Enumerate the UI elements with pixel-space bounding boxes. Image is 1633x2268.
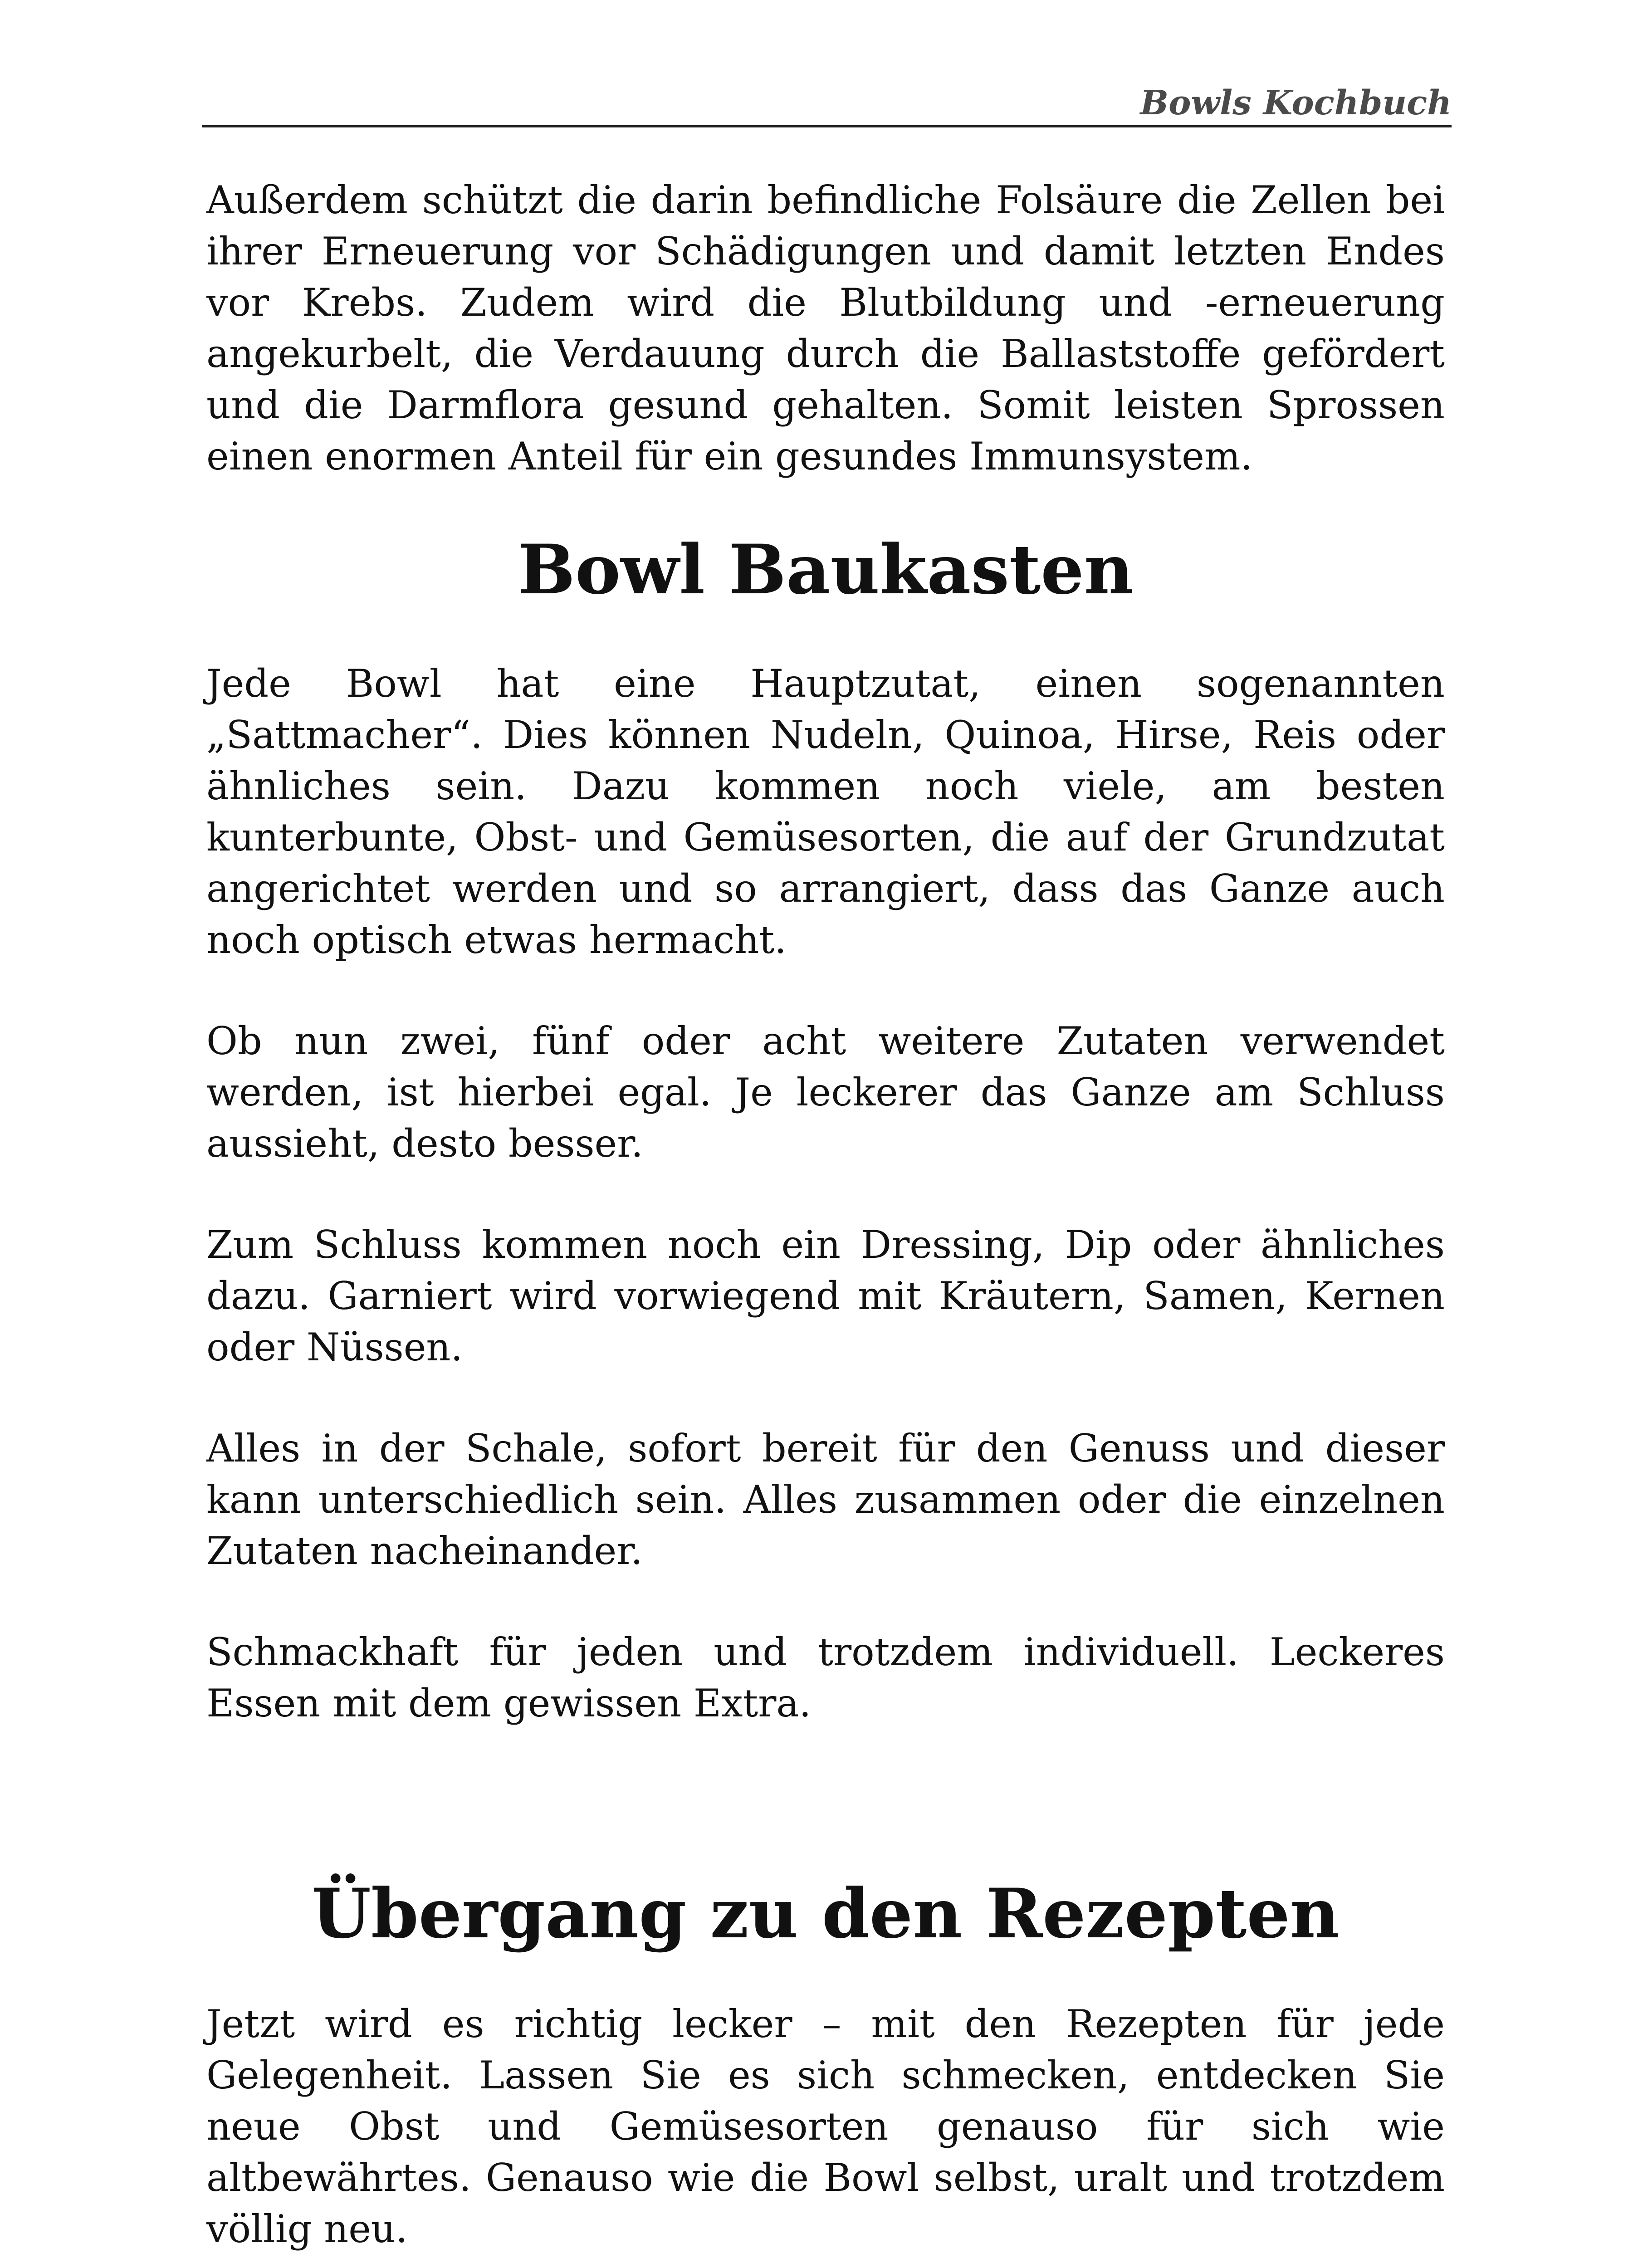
intro-paragraph: Außerdem schützt die darin befindliche Folsäure die Zellen bei ihrer Erneuerung vor Schädigungen und damit letzten Endes vor Krebs. Zudem wird die Blutbildung und -erneuerung angekurbelt, die Verdauung durch die Ballaststoffe gefördert und die Darmflora gesund gehalten. Somit leisten Sprossen einen enormen Anteil für ein gesundes Immunsystem. (206, 178, 1445, 479)
paragraph: Ob nun zwei, fünf oder acht weitere Zutaten verwendet werden, ist hierbei egal. Je leckerer das Ganze am Schluss aussieht, desto besser. (206, 1019, 1445, 1166)
paragraph: Jede Bowl hat eine Hauptzutat, einen sogenannten „Sattmacher“. Dies können Nudeln, Quinoa, Hirse, Reis oder ähnliches sein. Dazu kommen noch viele, am besten kunterbunte, Obst- und Gemüsesorten, die auf der Grundzutat angerichtet werden und so arrangiert, dass das Ganze auch noch optisch etwas hermacht. (206, 661, 1445, 962)
paragraph: Jetzt wird es richtig lecker – mit den Rezepten für jede Gelegenheit. Lassen Sie es sich schmecken, entdecken Sie neue Obst und Gemüsesorten genauso für sich wie altbewährtes. Genauso wie die Bowl selbst, uralt und trotzdem völlig neu. (206, 2002, 1445, 2251)
section-heading-bowl-baukasten: Bowl Baukasten (518, 530, 1134, 610)
section-heading-uebergang: Übergang zu den Rezepten (312, 1874, 1340, 1954)
paragraph: Alles in der Schale, sofort bereit für den Genuss und dieser kann unterschiedlich sein. Alles zusammen oder die einzelnen Zutaten nacheinander. (206, 1426, 1445, 1573)
page-body (206, 175, 1445, 2255)
paragraph: Zum Schluss kommen noch ein Dressing, Dip oder ähnliches dazu. Garniert wird vorwiegend mit Kräutern, Samen, Kernen oder Nüssen. (206, 1222, 1445, 1369)
header-divider (202, 125, 1452, 127)
running-header-title: Bowls Kochbuch (1140, 83, 1452, 122)
paragraph: Schmackhaft für jeden und trotzdem individuell. Leckeres Essen mit dem gewissen Extra. (206, 1630, 1445, 1725)
